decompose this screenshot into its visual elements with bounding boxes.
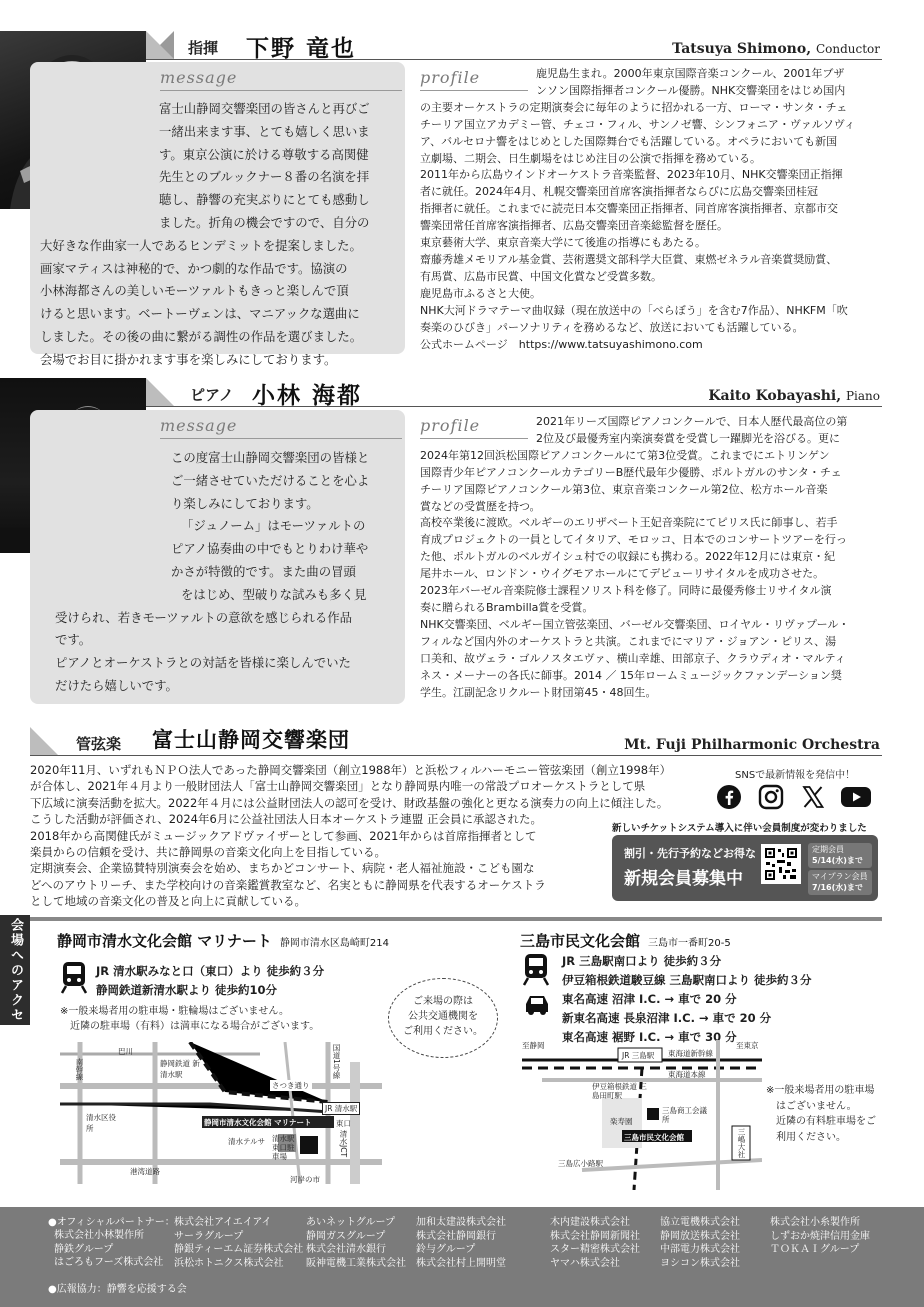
pianist-profile: 2021年リーズ国際ピアノコンクールで、日本人歴代最高位の第 2位及び最優秀室内楽演奏賞を受賞し一躍脚光を浴びる。更に 2024年第12回浜松国際ピアノコンクールにて第3位受賞。これまでにエトリンゲン 国際青少年ピアノコンクールカテゴリーB歴代最年少優勝、ポルトガルのサンタ・チェ チーリア国際ピアノコンクール第3位、東京音楽コンクール第2位、松方ホール音楽 賞などの受賞歴を持つ。 高校卒業後に渡欧。ベルギーのエリザベート王妃音楽院にてピリス氏に師事し、若手 育成プロジェクトの一員としてイタリア、モロッコ、日本でのコンサートツアーを行っ た他、ポルトガルのベルガイシュ村での収録にも携わる。2022年12月には東京・紀 尾井ホール、ロンドン・ウイグモアホールにてデビューリサイタルを成功させた。 2023年バーゼル音楽院修士課程ソリスト科を修了。同時に最優秀修士リサイタル演 奏に贈られるBrambilla賞を受賞。 NHK交響楽団、ベルギー国立管弦楽団、バーゼル交響楽団、ロイヤル・リヴァプール・ フィルなど国内外のオーケストラと共演。これまでにマリア・ジョアン・ピリス、湯 口美和、故ヴェラ・ゴルノスタエヴァ、横山幸雄、田部京子、クラウディオ・マルティ ネス・メーナーの各氏に師事。2014 ／ 15年ロームミュージックファンデーション奨 学生。江副記念リクルート財団第45・48回生。 [420,415,850,699]
ticket-note: 新しいチケットシステム導入に伴い会員制度が変わりました [612,823,867,834]
access-tab: 会場へのアクセ [0,915,30,1025]
map-label: 至静岡 [522,1041,545,1050]
role-label: 指揮 [188,39,219,57]
map-label: 南幹線 [75,1058,84,1081]
message-label: message [160,416,238,435]
map-label: 伊豆箱根鉄道 三島田町駅 [592,1082,647,1100]
map-label: 三嶋大社 [737,1128,746,1158]
train-icon [522,952,550,986]
sponsor-col: 木内建設株式会社 株式会社静岡新聞社 スター精密株式会社 ヤマハ株式会社 [550,1217,640,1269]
map-label: JR 三島駅 [622,1051,655,1060]
venue2-map [522,1040,762,1190]
conductor-message: 富士山静岡交響楽団の皆さんと再びご 一緒出来ます事、とても嬉しく思いま す。東京公演に於ける尊敬する高関健 先生とのブルックナー８番の名演を拝 聴し、静響の充実ぶりにとても感動し ました。折角の機会ですので、自分の 大好きな作曲家一人であるヒンデミットを提案しました。 画家マティスは神秘的で、かつ劇的な作品です。協演の 小林海都さんの美しいモーツァルトもきっと楽しんで頂 けると思います。ベートーヴェンは、マニアックな選曲に しました。その後の曲に繋がる調性の作品を選びました。 会場でお目に掛かれます事を楽しみにしております。 [40,101,370,367]
map-label: 至東京 [736,1041,759,1050]
access-divider [30,917,882,921]
performer-en-name: Kaito Kobayashi, Piano [708,388,880,404]
map-label: 静岡鉄道 新清水駅 [160,1059,200,1079]
map-label: 三島商工会議所 [662,1106,707,1124]
sponsor-col: 協立電機株式会社 静岡放送株式会社 中部電力株式会社 ヨシコン株式会社 [660,1217,740,1269]
map-label: 清水JCT [339,1130,348,1158]
sponsor-col: あいネットグループ 静岡ガスグループ 株式会社清水銀行 阪神電機工業株式会社 [306,1217,406,1269]
orchestra-text: 2020年11月、いずれもＮＰＯ法人であった静岡交響楽団（創立1988年）と浜松フィルハーモニー管弦楽団（創立1998年） が合体し、2021年４月より一般財団法人「富士山静岡交響楽団」となり静岡県内唯一の常設プロオーケストラとして県 下広域に演奏活動を拡大。2022年４月には公益財団法人の認可を受け、財政基盤の強化と更なる演奏力の向上に傾注した。 こうした活動が評価され、2024年6月に公益社団法人日本オーケストラ連盟 正会員に承認された。 2018年から高関健氏がミュージックアドヴァイザーとして参画、2021年からは首席指揮者として 楽員からの信頼を受け、共に静岡県の音楽文化向上を目指している。 定期演奏会、企業協賛特別演奏会を始め、まちかどコンサート、病院・老人福祉施設・こども園な どへのアウトリーチ、また学校向けの音楽鑑賞教室など、名実ともに静岡県を代表するオーケストラ として地域の音楽文化の普及と向上に貢献している。 [30,763,672,909]
profile-label: profile [420,416,481,435]
header-bar [146,378,174,406]
message-label: message [160,68,238,87]
map-label: 三島市民文化会館 [624,1133,684,1142]
map-label: 清水テルサ [228,1137,266,1146]
label-rule [160,90,402,91]
map-label: 静岡市清水文化会館 マリナート [204,1118,312,1127]
sponsor-col: 加和太建設株式会社 株式会社静岡銀行 鈴与グループ 株式会社村上開明堂 [416,1217,506,1269]
map-label: 河岸の市 [290,1175,320,1184]
map-label: さつき通り [272,1081,310,1090]
myplan-member: マイプラン会員 7/16(水)まで [808,870,872,895]
orchestra-name: 富士山静岡交響楽団 [152,728,350,752]
header-rule [30,755,882,756]
map-label: 三島広小路駅 [558,1159,603,1168]
venue1-map [60,1042,382,1184]
banner-line1: 割引・先行予約などお得な [624,847,756,860]
car-icon [522,992,552,1016]
profile-label: profile [420,68,481,87]
partners-title: ●オフィシャルパートナー： [48,1217,175,1228]
instagram-icon[interactable] [758,784,784,810]
venue1-name: 静岡市清水文化会館 マリナート 静岡市清水区島崎町214 [57,932,390,950]
map-label: 港湾道路 [130,1167,160,1176]
sponsor-col: 株式会社アイエイアイ サーラグループ 静銀ティーエム証券株式会社 浜松ホトニクス株式会社 [174,1217,304,1269]
map-label: 東海道新幹線 [668,1049,713,1058]
map-label: 東口 [336,1119,351,1128]
conductor-profile: 鹿児島生まれ。2000年東京国際音楽コンクール、2001年ブザ ンソン国際指揮者コンクール優勝。NHK交響楽団をはじめ国内 の主要オーケストラの定期演奏会に毎年のように招かれる一方、ローマ・サンタ・チェ チーリア国立アカデミー管、チェコ・フィル、サンノゼ響、シンフォニア・ヴァルソヴィ ア、バルセロナ響をはじめとした国際舞台でも活躍している。オペラにおいても新国 立劇場、二期会、日生劇場をはじめ注目の公演で指揮を務めている。 2011年から広島ウインドオーケストラ音楽監督、2023年10月、NHK交響楽団正指揮 者に就任。2024年4月、札幌交響楽団首席客演指揮者ならびに広島交響楽団桂冠 指揮者に就任。これまでに読売日本交響楽団正指揮者、同首席客演指揮者、京都市交 響楽団常任首席客演指揮者、広島交響楽団音楽総監督を歴任。 東京藝術大学、東京音楽大学にて後進の指導にもあたる。 齋藤秀雄メモリアル基金賞、芸術選奨文部科学大臣賞、東燃ゼネラル音楽賞奨励賞、 有馬賞、広島市民賞、中国文化賞など受賞多数。 鹿児島市ふるさと大使。 NHK大河ドラマテーマ曲収録（現在放送中の「べらぼう」を含む7作品）、NHKFM「吹 奏楽のひびき」パーソナリティを務めるなど、放送においても活躍している。 公式ホームページ https://www.tatsuyashimono.com [420,67,856,351]
sns-title: SNSで最新情報を発信中！ [735,770,856,781]
map-label: JR 清水駅 [322,1102,360,1115]
venue2-routes: JR 三島駅南口より 徒歩約３分 伊豆箱根鉄道駿豆線 三島駅南口より 徒歩約３分 [562,954,812,987]
qr-code[interactable] [761,844,801,884]
performer-en-name: Tatsuya Shimono, Conductor [672,41,880,57]
sponsor-col: 株式会社小糸製作所 しずおか焼津信用金庫 ＴＯＫＡＩグループ [770,1217,870,1255]
map-label: 巴川 [118,1047,133,1056]
header-bar [30,727,58,755]
member-banner[interactable] [612,835,878,901]
youtube-icon[interactable] [840,784,872,810]
public-transport-bubble: ご来場の際は 公共交通機関を ご利用ください。 [388,978,498,1058]
label-rule [160,438,402,439]
map-label: 国道1号線 [332,1044,341,1079]
venue2-car-routes: 東名高速 沼津 I.C. → 車で 20 分 新東名高速 長泉沼津 I.C. → 車で 20 分 東名高速 裾野 I.C. → 車で 30 分 [562,992,772,1044]
map-label: 楽寿園 [610,1117,633,1126]
map-label: 清水区役所 [86,1113,116,1133]
performer-name: 下野 竜也 [246,36,357,62]
role-label: ピアノ [190,386,234,404]
venue1-routes: JR 清水駅みなと口（東口）より 徒歩約３分 静岡鉄道新清水駅より 徒歩約10分 [96,964,325,997]
pianist-message: この度富士山静岡交響楽団の皆様と ご一緒させていただけることを心よ り楽しみにしております。 「ジュノーム」はモーツァルトの ピアノ協奏曲の中でもとりわけ華や かさが特徴的です。また曲の冒頭 をはじめ、型破りな試みも多く見 受けられ、若きモーツァルトの意欲を感じられる作品 です。 ピアノとオーケストラとの対話を皆様に楽しんでいた だけたら嬉しいです。 [55,450,370,693]
pr-cooperation: ●広報協力：静響を応援する会 [48,1284,187,1295]
banner-line2: 新規会員募集中 [624,869,743,889]
orchestra-en-name: Mt. Fuji Philharmonic Orchestra [624,737,880,753]
venue1-notes: ※一般来場者用の駐車場・駐輪場はございません。 近隣の駐車場（有料）は満車になる場合がございます。 [60,1006,320,1032]
map-label: 清水駅東口駐車場 [272,1134,295,1161]
performer-name: 小林 海都 [252,383,363,409]
train-icon [60,960,88,994]
regular-member: 定期会員 5/14(水)まで [808,843,872,868]
facebook-icon[interactable] [716,784,742,810]
map-label: 東海道本線 [668,1070,706,1079]
x-icon[interactable] [800,784,826,810]
role-label: 管弦楽 [76,735,122,753]
sponsor-col: 株式会社小林製作所 静鉄グループ はごろもフーズ株式会社 [54,1230,164,1268]
venue2-name: 三島市民文化会館 三島市一番町20-5 [520,932,731,950]
venue2-notes: ※一般来場者用の駐車場 はございません。 近隣の有料駐車場をご 利用ください。 [766,1085,876,1143]
